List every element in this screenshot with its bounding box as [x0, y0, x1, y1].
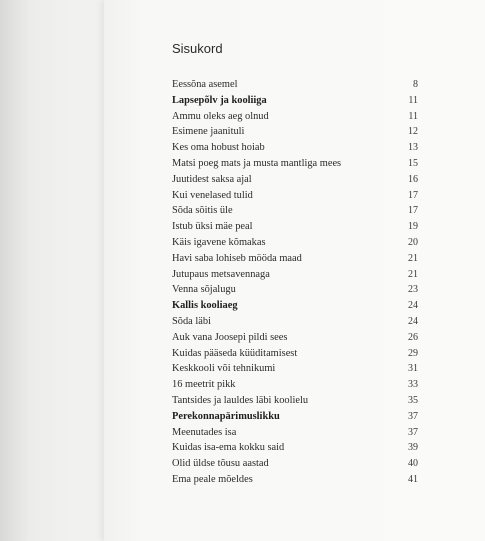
toc-entry-title: Sõda sõitis üle — [172, 205, 233, 217]
toc-entry-page-number: 12 — [408, 126, 418, 138]
toc-entry — [172, 269, 418, 285]
toc-entry-page-number: 26 — [408, 331, 418, 343]
toc-entry-page-number: 35 — [408, 394, 418, 406]
toc-entry-page-number: 17 — [408, 189, 418, 201]
toc-entry — [172, 205, 418, 221]
toc-entry — [172, 332, 418, 348]
toc-entry-page-number: 37 — [408, 410, 418, 422]
toc-entry — [172, 284, 418, 300]
toc-entry-page-number: 39 — [408, 442, 418, 454]
toc-entry-page-number: 37 — [408, 426, 418, 438]
toc-entry — [172, 300, 418, 316]
toc-entry-page-number: 13 — [408, 142, 418, 154]
toc-entry-page-number: 15 — [408, 157, 418, 169]
toc-entry-title: Istub üksi mäe peal — [172, 221, 253, 233]
toc-entry-title: Olid üldse tõusu aastad — [172, 458, 269, 470]
toc-entry — [172, 142, 418, 158]
toc-entry — [172, 427, 418, 443]
toc-entry — [172, 126, 418, 142]
toc-entry-title: Kuidas pääseda küüditamisest — [172, 347, 298, 359]
toc-entry-page-number: 17 — [408, 205, 418, 217]
toc-entry — [172, 158, 418, 174]
toc-entry — [172, 174, 418, 190]
toc-entry-page-number: 31 — [408, 363, 418, 375]
toc-entry-page-number: 24 — [408, 300, 418, 312]
toc-entry-title: Kallis kooliaeg — [172, 300, 238, 312]
toc-entry-page-number: 8 — [413, 79, 418, 90]
toc-entry — [172, 474, 418, 490]
toc-entry-title: Ammu oleks aeg olnud — [172, 110, 269, 122]
toc-entry-title: 16 meetrit pikk — [172, 379, 236, 391]
toc-entry-title: Kuidas isa-ema kokku said — [172, 442, 285, 454]
toc-entry-title: Venna sõjalugu — [172, 284, 236, 296]
toc-entry-title: Kes oma hobust hoiab — [172, 142, 265, 154]
toc-entry-page-number: 11 — [408, 94, 418, 106]
toc-entry-page-number: 40 — [408, 458, 418, 470]
book-page — [104, 0, 485, 541]
toc-entry — [172, 316, 418, 332]
toc-entry-title: Auk vana Joosepi pildi sees — [172, 331, 288, 343]
toc-entry — [172, 395, 418, 411]
toc-entry — [172, 221, 418, 237]
toc-entry-title: Juutidest saksa ajal — [172, 173, 252, 185]
toc-entry-title: Eessõna asemel — [172, 79, 238, 90]
toc-entry-page-number: 33 — [408, 379, 418, 391]
toc-entry-page-number: 41 — [408, 473, 418, 485]
toc-entry — [172, 442, 418, 458]
toc-entry — [172, 111, 418, 127]
table-of-contents — [172, 79, 418, 490]
toc-entry-page-number: 24 — [408, 315, 418, 327]
toc-entry-page-number: 19 — [408, 221, 418, 233]
toc-entry — [172, 458, 418, 474]
toc-entry-title: Käis igavene kõmakas — [172, 236, 266, 248]
toc-entry-title: Lapsepõlv ja kooliiga — [172, 94, 267, 106]
toc-entry-title: Kui venelased tulid — [172, 189, 253, 201]
toc-entry-title: Ema peale mõeldes — [172, 473, 253, 485]
toc-entry-page-number: 16 — [408, 173, 418, 185]
toc-entry-title: Havi saba lohiseb mööda maad — [172, 252, 302, 264]
toc-entry-title: Jutupaus metsavennaga — [172, 268, 270, 280]
toc-entry-title: Tantsides ja lauldes läbi koolielu — [172, 394, 309, 406]
toc-entry — [172, 379, 418, 395]
toc-entry-title: Matsi poeg mats ja musta mantliga mees — [172, 157, 342, 169]
toc-entry — [172, 348, 418, 364]
toc-entry-page-number: 11 — [408, 110, 418, 122]
toc-entry — [172, 95, 418, 111]
toc-entry-page-number: 20 — [408, 236, 418, 248]
toc-entry — [172, 190, 418, 206]
toc-entry-page-number: 21 — [408, 252, 418, 264]
toc-entry — [172, 253, 418, 269]
toc-entry — [172, 79, 418, 95]
toc-entry-page-number: 21 — [408, 268, 418, 280]
toc-entry — [172, 237, 418, 253]
contents-heading: Sisukord — [172, 41, 223, 56]
toc-entry-title: Perekonnapärimuslikku — [172, 410, 280, 422]
toc-entry — [172, 363, 418, 379]
toc-entry-page-number: 29 — [408, 347, 418, 359]
toc-entry-title: Esimene jaanituli — [172, 126, 245, 138]
toc-entry-title: Keskkooli või tehnikumi — [172, 363, 276, 375]
toc-entry-title: Meenutades isa — [172, 426, 237, 438]
toc-entry — [172, 411, 418, 427]
toc-entry-title: Sõda läbi — [172, 315, 211, 327]
toc-entry-page-number: 23 — [408, 284, 418, 296]
